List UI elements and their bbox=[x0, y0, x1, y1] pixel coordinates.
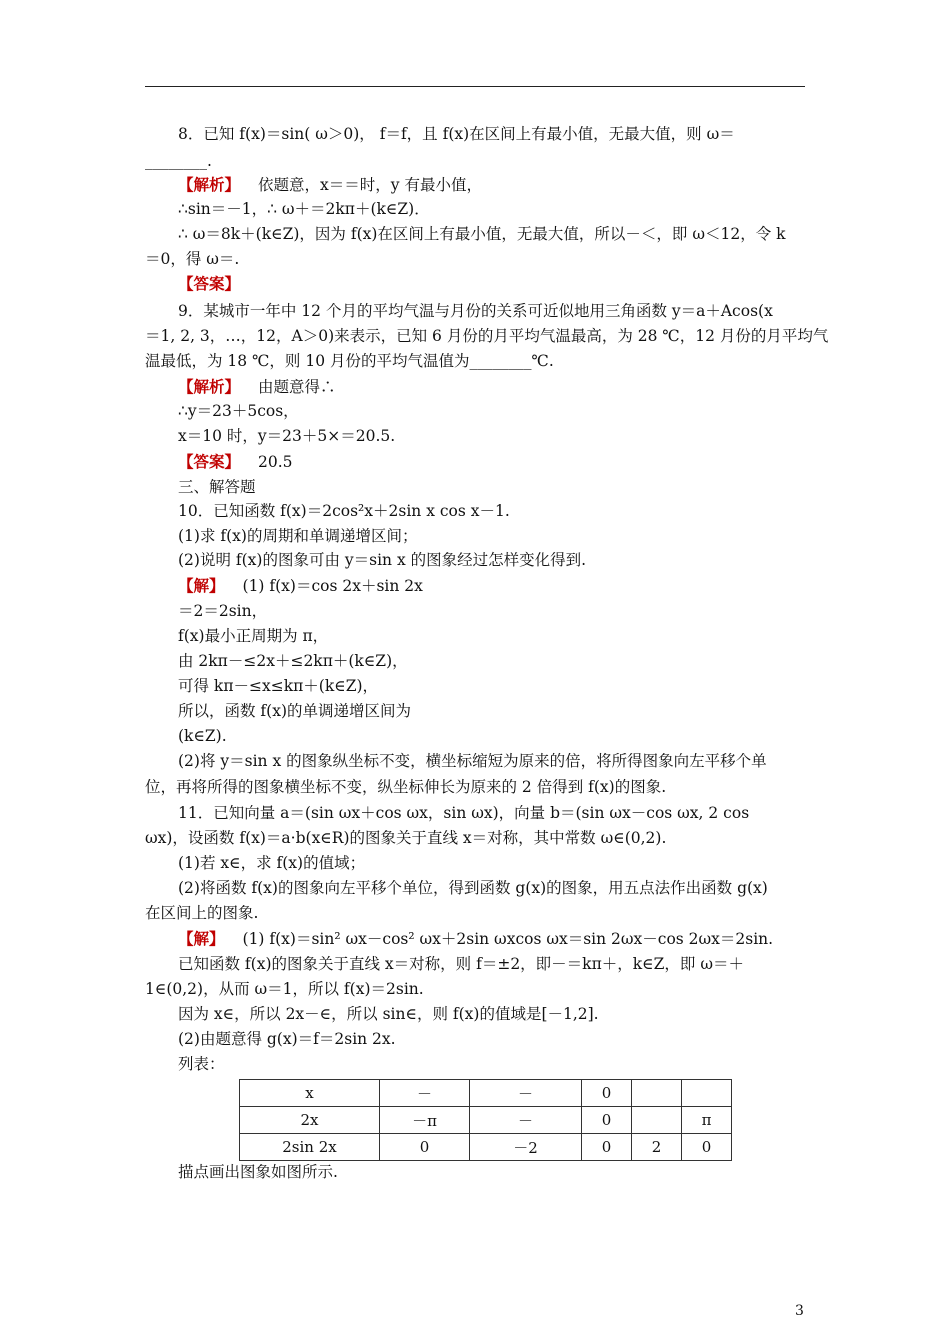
q10-solution-9: 位，再将所得的图象横坐标不变，纵坐标伸长为原来的 2 倍得到 f(x)的图象. bbox=[145, 778, 667, 796]
table-cell: － bbox=[470, 1080, 582, 1107]
answer-tag: 【答案】 bbox=[178, 452, 241, 471]
solution-tag: 【解】 bbox=[178, 576, 225, 595]
table-cell: 0 bbox=[582, 1107, 632, 1134]
q8-answer bbox=[178, 274, 258, 294]
q10-solution-1: 【解】 (1) f(x)＝cos 2x＋sin 2x bbox=[178, 576, 423, 595]
q10-solution-2: ＝2＝2sin， bbox=[178, 602, 268, 620]
q9-analysis-2: ∴y＝23＋5cos， bbox=[178, 402, 299, 420]
q8-analysis-3: ∴ ω＝8k＋(k∈Z)，因为 f(x)在区间上有最小值，无最大值，所以－＜，即 ω＜12，令 k bbox=[178, 225, 786, 243]
q9-analysis-3: x＝10 时，y＝23＋5×＝20.5. bbox=[178, 427, 396, 445]
table-cell: 0 bbox=[682, 1134, 732, 1161]
q9-answer: 【答案】 20.5 bbox=[178, 452, 293, 471]
q11-line-2: ωx)，设函数 f(x)＝a·b(x∈R)的图象关于直线 x＝对称，其中常数 ω∈(0,2). bbox=[145, 829, 667, 847]
analysis-tag: 【解析】 bbox=[178, 175, 241, 194]
answer-tag: 【答案】 bbox=[178, 274, 241, 293]
q8-analysis-1: 【解析】 依题意，x＝＝时，y 有最小值， bbox=[178, 175, 482, 194]
table-row bbox=[240, 1134, 732, 1161]
table-cell: －2 bbox=[470, 1134, 582, 1161]
q11-solution-7: 描点画出图象如图所示. bbox=[178, 1163, 338, 1181]
q10-solution-5: 可得 kπ－≤x≤kπ＋(k∈Z)， bbox=[178, 677, 379, 695]
q11-line-5: 在区间上的图象. bbox=[145, 904, 259, 922]
q11-solution-5: (2)由题意得 g(x)＝f＝2sin 2x. bbox=[178, 1030, 396, 1048]
table-cell: －π bbox=[380, 1107, 470, 1134]
table-cell bbox=[632, 1107, 682, 1134]
q10-line-3: (2)说明 f(x)的图象可由 y＝sin x 的图象经过怎样变化得到. bbox=[178, 551, 587, 569]
table-cell: － bbox=[470, 1107, 582, 1134]
table-cell: － bbox=[380, 1080, 470, 1107]
q9-line-3: 温最低，为 18 ℃，则 10 月份的平均气温值为________℃. bbox=[145, 352, 554, 370]
table-cell: 2 bbox=[632, 1134, 682, 1161]
q11-line-1: 11．已知向量 a＝(sin ωx＋cos ωx，sin ωx)，向量 b＝(sin ωx－cos ωx, 2 cos bbox=[178, 804, 750, 822]
table-cell: π bbox=[682, 1107, 732, 1134]
table-row bbox=[240, 1107, 732, 1134]
header-rule bbox=[145, 86, 805, 87]
q9-line-2: ＝1, 2, 3，…，12，A＞0)来表示，已知 6 月份的月平均气温最高，为 28 ℃，12 月份的月平均气 bbox=[145, 327, 829, 345]
q10-solution-7: (k∈Z). bbox=[178, 727, 227, 745]
table-row bbox=[240, 1080, 732, 1107]
analysis-tag: 【解析】 bbox=[178, 377, 241, 396]
table-cell: 0 bbox=[582, 1134, 632, 1161]
q11-line-3: (1)若 x∈，求 f(x)的值域； bbox=[178, 854, 366, 872]
table-cell: 2sin 2x bbox=[240, 1134, 380, 1161]
q11-solution-6: 列表： bbox=[178, 1055, 225, 1073]
q11-solution-1: 【解】 (1) f(x)＝sin² ωx－cos² ωx＋2sin ωxcos ωx＝sin 2ωx－cos 2ωx＝2sin. bbox=[178, 929, 774, 948]
table-cell: 0 bbox=[582, 1080, 632, 1107]
q11-line-4: (2)将函数 f(x)的图象向左平移个单位，得到函数 g(x)的图象，用五点法作出函数 g(x) bbox=[178, 879, 768, 897]
table-cell: 0 bbox=[380, 1134, 470, 1161]
solution-tag: 【解】 bbox=[178, 929, 225, 948]
table-cell: x bbox=[240, 1080, 380, 1107]
q9-line-1: 9．某城市一年中 12 个月的平均气温与月份的关系可近似地用三角函数 y＝a＋Acos(x bbox=[178, 302, 773, 320]
section-heading: 三、解答题 bbox=[178, 478, 256, 496]
q8-analysis-4: ＝0，得 ω＝. bbox=[145, 250, 240, 268]
five-point-table bbox=[239, 1079, 732, 1161]
q10-solution-8: (2)将 y＝sin x 的图象纵坐标不变，横坐标缩短为原来的倍，将所得图象向左平移个单 bbox=[178, 752, 767, 770]
q9-analysis-1: 【解析】 由题意得∴ bbox=[178, 377, 336, 396]
q11-solution-4: 因为 x∈，所以 2x－∈，所以 sin∈，则 f(x)的值域是[－1,2]. bbox=[178, 1005, 599, 1023]
q8-line-1: 8．已知 f(x)＝sin( ω＞0)， f＝f，且 f(x)在区间上有最小值，无最大值，则 ω＝ bbox=[178, 125, 735, 143]
q10-line-2: (1)求 f(x)的周期和单调递增区间； bbox=[178, 527, 418, 545]
q11-solution-3: 1∈(0,2)，从而 ω＝1，所以 f(x)＝2sin. bbox=[145, 980, 424, 998]
q8-line-2: ________. bbox=[145, 152, 212, 170]
q10-line-1: 10．已知函数 f(x)＝2cos²x＋2sin x cos x－1. bbox=[178, 502, 510, 520]
page-number: 3 bbox=[795, 1303, 804, 1319]
q10-solution-6: 所以，函数 f(x)的单调递增区间为 bbox=[178, 702, 412, 720]
table-cell: 2x bbox=[240, 1107, 380, 1134]
q10-solution-4: 由 2kπ－≤2x＋≤2kπ＋(k∈Z)， bbox=[178, 652, 408, 670]
q11-solution-2: 已知函数 f(x)的图象关于直线 x＝对称，则 f＝±2，即－＝kπ＋，k∈Z，即 ω＝＋ bbox=[178, 955, 744, 973]
q10-solution-3: f(x)最小正周期为 π， bbox=[178, 627, 329, 645]
table-cell bbox=[632, 1080, 682, 1107]
table-cell bbox=[682, 1080, 732, 1107]
q8-analysis-2: ∴sin＝－1，∴ ω＋＝2kπ＋(k∈Z)． bbox=[178, 200, 430, 218]
